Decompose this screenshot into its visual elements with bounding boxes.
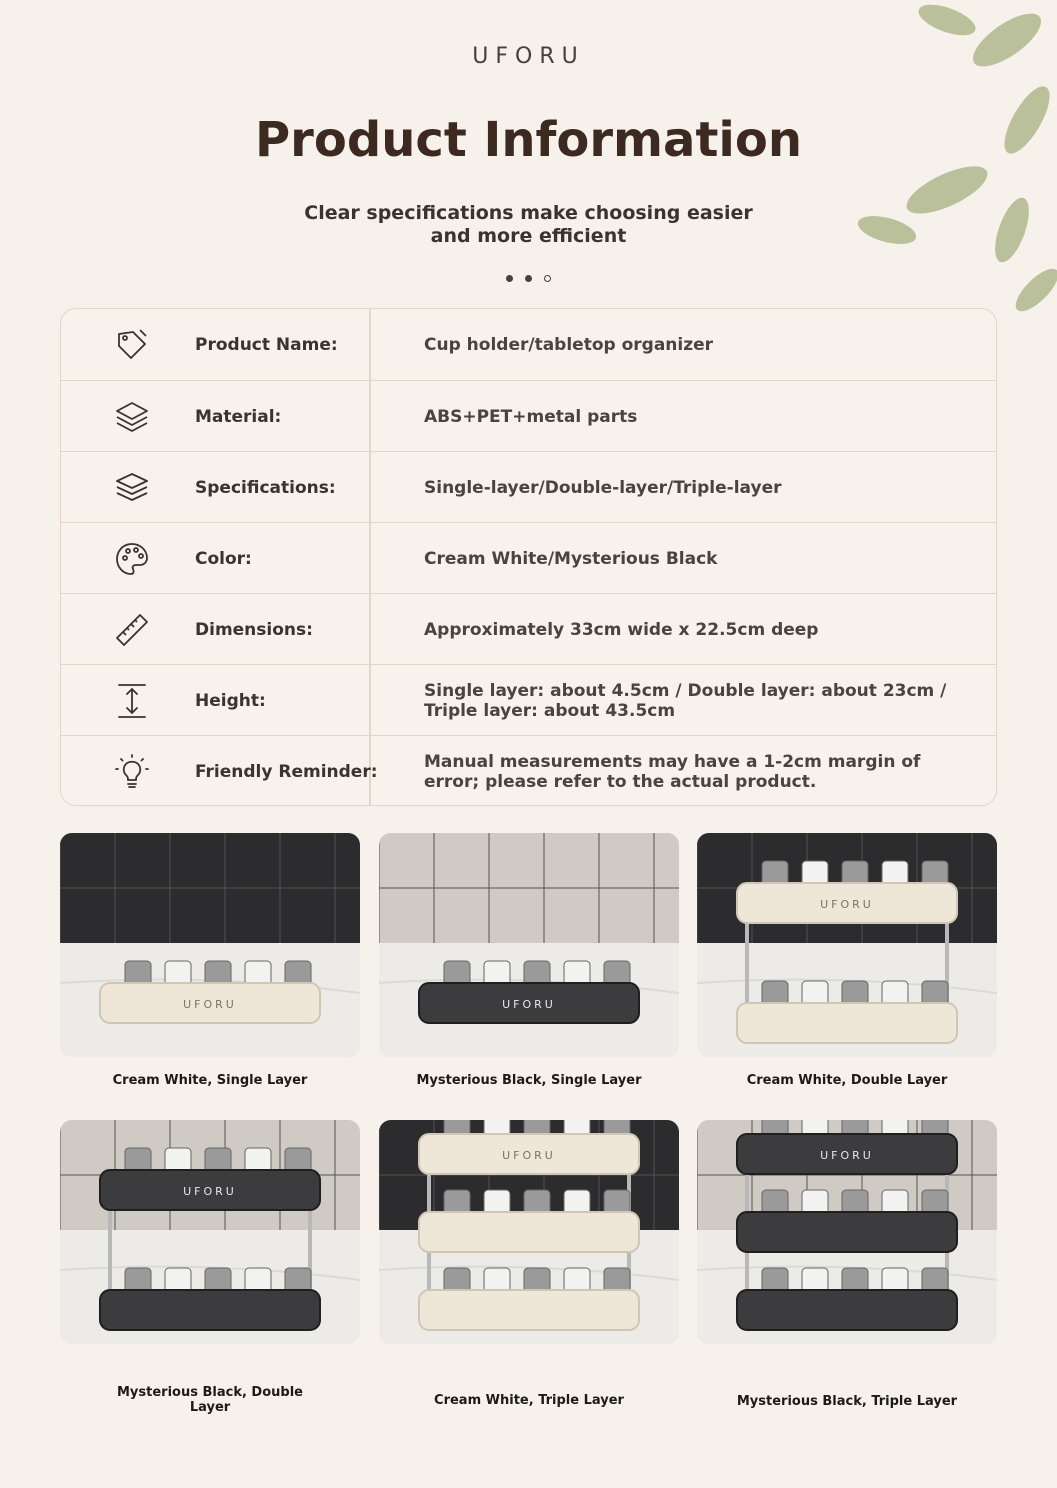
- product-caption: Mysterious Black, Single Layer: [416, 1073, 642, 1088]
- spec-label: Specifications:: [195, 477, 336, 498]
- ruler-icon: [113, 611, 151, 649]
- product-logo: UFORU: [502, 1149, 556, 1162]
- spec-label: Dimensions:: [195, 619, 313, 640]
- spec-value: Single-layer/Double-layer/Triple-layer: [424, 477, 782, 498]
- spec-table: [60, 308, 997, 806]
- spec-value: ABS+PET+metal parts: [424, 406, 638, 427]
- spec-label: Friendly Reminder:: [195, 761, 378, 782]
- palette-icon: [113, 540, 151, 578]
- spec-label: Color:: [195, 548, 252, 569]
- product-illustration: [697, 1120, 997, 1344]
- product-logo: UFORU: [183, 1185, 237, 1198]
- spec-value: Approximately 33cm wide x 22.5cm deep: [424, 619, 819, 640]
- product-illustration: [379, 1120, 679, 1344]
- spec-row-material: [61, 380, 996, 451]
- product-caption: Mysterious Black, Double Layer: [116, 1385, 303, 1415]
- spec-value: Cup holder/tabletop organizer: [424, 334, 714, 355]
- spec-label: Height:: [195, 690, 266, 711]
- brand-logo: UFORU: [472, 44, 585, 69]
- height-arrow-icon: [113, 682, 151, 720]
- page-subtitle: Clear specifications make choosing easier and more efficient: [304, 202, 753, 247]
- product-logo: UFORU: [502, 998, 556, 1011]
- spec-value: Cream White/Mysterious Black: [424, 548, 718, 569]
- dot-indicator: [525, 275, 532, 282]
- spec-label: Product Name:: [195, 334, 338, 355]
- layers-stack-icon: [113, 469, 151, 507]
- product-caption: Cream White, Double Layer: [746, 1073, 948, 1088]
- spec-row-friendly-reminder: [61, 735, 996, 806]
- spec-row-dimensions: [61, 593, 996, 664]
- spec-value: Manual measurements may have a 1-2cm margin of error; please refer to the actual product.: [424, 751, 921, 792]
- product-illustration: [60, 833, 360, 1057]
- product-caption: Cream White, Single Layer: [112, 1073, 308, 1088]
- product-illustration: [379, 833, 679, 1057]
- product-photo[interactable]: [60, 833, 360, 1057]
- lightbulb-icon: [113, 753, 151, 791]
- spec-row-product-name: [61, 309, 996, 380]
- layers-icon: [113, 398, 151, 436]
- product-photo[interactable]: [379, 833, 679, 1057]
- dot-indicator: [544, 275, 551, 282]
- dot-indicator: [506, 275, 513, 282]
- spec-label: Material:: [195, 406, 282, 427]
- carousel-dots: [0, 268, 1057, 287]
- product-illustration: [697, 833, 997, 1057]
- product-photo[interactable]: [379, 1120, 679, 1344]
- product-caption: Cream White, Triple Layer: [434, 1393, 624, 1408]
- spec-value: Single layer: about 4.5cm / Double layer: about 23cm / Triple layer: about 43.5cm: [424, 680, 947, 721]
- product-photo[interactable]: [697, 833, 997, 1057]
- product-logo: UFORU: [820, 898, 874, 911]
- product-photo[interactable]: [697, 1120, 997, 1344]
- product-logo: UFORU: [820, 1149, 874, 1162]
- product-logo: UFORU: [183, 998, 237, 1011]
- spec-row-height: [61, 664, 996, 735]
- page-title: Product Information: [255, 112, 802, 168]
- tag-icon: [113, 326, 151, 364]
- product-illustration: [60, 1120, 360, 1344]
- product-caption: Mysterious Black, Triple Layer: [736, 1394, 958, 1409]
- spec-row-specifications: [61, 451, 996, 522]
- product-photo[interactable]: [60, 1120, 360, 1344]
- spec-row-color: [61, 522, 996, 593]
